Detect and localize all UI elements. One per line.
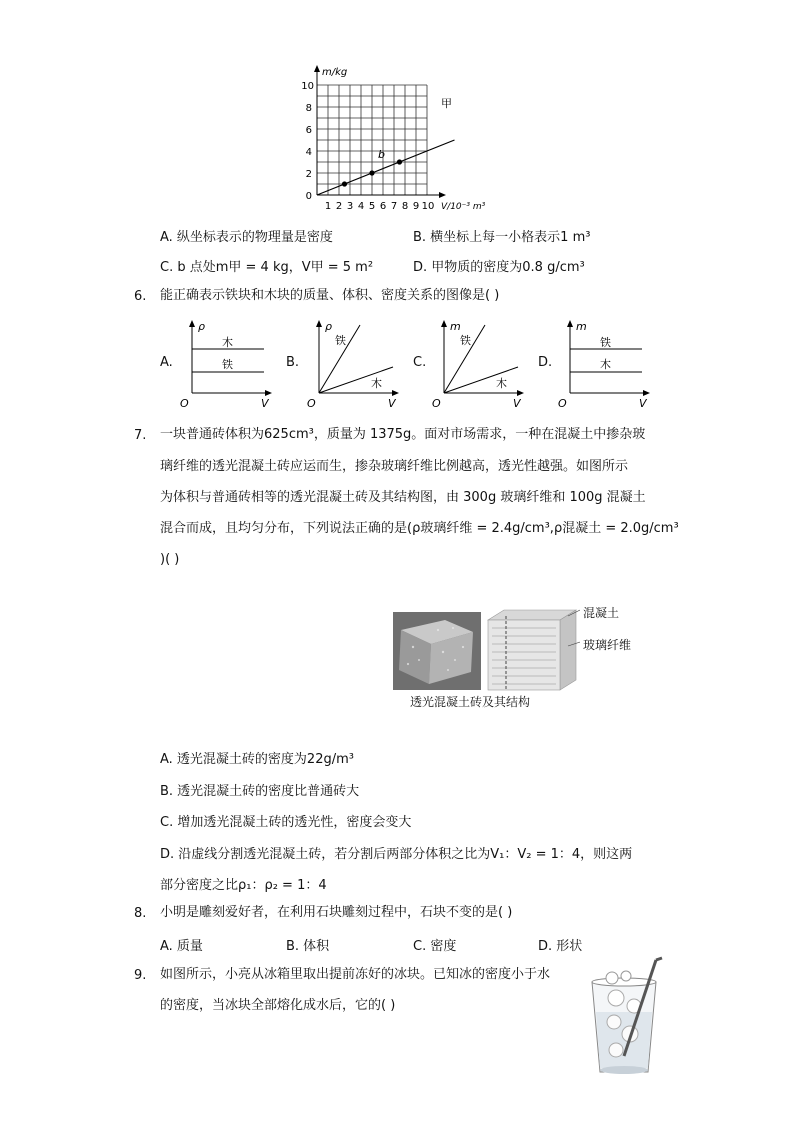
arrow bbox=[316, 320, 322, 327]
origin: O bbox=[432, 397, 441, 409]
x-tick: 1 bbox=[324, 201, 332, 212]
arrow bbox=[189, 320, 195, 327]
q7-figure-caption: 透光混凝土砖及其结构 bbox=[410, 695, 531, 709]
q8-option-b: B. 体积 bbox=[286, 939, 330, 954]
origin: O bbox=[180, 397, 189, 409]
q6-chart-b bbox=[305, 317, 405, 409]
x-axis-arrow bbox=[439, 192, 446, 198]
q8-option-d: D. 形状 bbox=[538, 939, 583, 954]
q7-option-d-line1: D. 沿虚线分割透光混凝土砖，若分割后两部分体积之比为V₁：V₂ = 1：4，则这两 bbox=[160, 847, 633, 862]
y-tick: 10 bbox=[301, 81, 314, 92]
origin: O bbox=[307, 397, 316, 409]
q8-option-c: C. 密度 bbox=[413, 939, 457, 954]
q5-option-c: C. b 点处m甲 = 4 kg，V甲 = 5 m² bbox=[160, 260, 374, 275]
y-tick: 4 bbox=[305, 147, 312, 158]
q7-text-line: )( ) bbox=[160, 552, 180, 567]
x-label: V bbox=[388, 397, 396, 409]
point-label-b: b bbox=[378, 148, 385, 161]
line-label: 木 bbox=[600, 358, 611, 371]
q7-option-a: A. 透光混凝土砖的密度为22g/m³ bbox=[160, 752, 354, 767]
x-label: V bbox=[261, 397, 269, 409]
q7-number: 7. bbox=[134, 428, 147, 443]
q6-option-a-letter: A. bbox=[160, 355, 173, 370]
q8-text: 小明是雕刻爱好者，在利用石块雕刻过程中，石块不变的是( ) bbox=[160, 905, 513, 920]
x-tick: 6 bbox=[379, 201, 387, 212]
x-axis-label: V/10⁻³ m³ bbox=[441, 202, 486, 212]
line-label: 铁 bbox=[335, 334, 346, 347]
q7-text-line: 一块普通砖体积为625cm³，质量为 1375g。面对市场需求，一种在混凝土中掺杂玻 bbox=[160, 427, 646, 442]
q5-option-a: A. 纵坐标表示的物理量是密度 bbox=[160, 230, 333, 245]
arrow bbox=[441, 320, 447, 327]
q7-text-line: 璃纤维的透光混凝土砖应运而生，掺杂玻璃纤维比例越高，透光性越强。如图所示 bbox=[160, 459, 629, 474]
q7-text-line: 为体积与普通砖相等的透光混凝土砖及其结构图，由 300g 玻璃纤维和 100g 混凝土 bbox=[160, 490, 646, 505]
mass-volume-graph bbox=[300, 60, 500, 215]
q6-option-b-letter: B. bbox=[286, 355, 300, 370]
x-tick: 4 bbox=[357, 201, 365, 212]
q7-label-fiber: 玻璃纤维 bbox=[583, 638, 632, 652]
arrow bbox=[517, 390, 524, 396]
y-tick: 6 bbox=[305, 125, 312, 136]
q8-number: 8. bbox=[134, 906, 147, 921]
line-label: 木 bbox=[371, 377, 382, 390]
q9-number: 9. bbox=[134, 968, 147, 983]
line-jia bbox=[317, 140, 455, 195]
q6-option-d-letter: D. bbox=[538, 355, 553, 370]
x-tick: 5 bbox=[368, 201, 376, 212]
arrow bbox=[567, 320, 573, 327]
y-axis-label: m/kg bbox=[322, 67, 348, 78]
q5-option-b: B. 横坐标上每一小格表示1 m³ bbox=[413, 230, 591, 245]
q6-chart-d bbox=[556, 317, 656, 409]
q9-text-line: 的密度，当冰块全部熔化成水后，它的( ) bbox=[160, 998, 396, 1013]
q6-text: 能正确表示铁块和木块的质量、体积、密度关系的图像是( ) bbox=[160, 288, 500, 303]
y-tick: 8 bbox=[305, 103, 312, 114]
q6-chart-a bbox=[178, 317, 278, 409]
line-label: 铁 bbox=[600, 336, 611, 349]
y-tick: 2 bbox=[305, 169, 312, 180]
y-label: m bbox=[450, 320, 461, 333]
y-tick: 0 bbox=[305, 191, 312, 202]
line-label: 铁 bbox=[460, 334, 471, 347]
arrow bbox=[643, 390, 650, 396]
y-label: ρ bbox=[325, 320, 332, 333]
x-label: V bbox=[639, 397, 647, 409]
q7-label-concrete: 混凝土 bbox=[583, 606, 620, 620]
q7-option-c: C. 增加透光混凝土砖的透光性，密度会变大 bbox=[160, 815, 412, 830]
y-label: m bbox=[576, 320, 587, 333]
q7-option-d-line2: 部分密度之比ρ₁：ρ₂ = 1：4 bbox=[160, 878, 327, 893]
x-tick: 9 bbox=[412, 201, 420, 212]
q7-text-line: 混合而成，且均匀分布，下列说法正确的是(ρ玻璃纤维 = 2.4g/cm³,ρ混凝土 = 2.0g/cm³ bbox=[160, 521, 679, 536]
y-axis-arrow bbox=[314, 65, 320, 72]
q7-figure-structure bbox=[484, 606, 580, 692]
q9-text-line: 如图所示，小亮从冰箱里取出提前冻好的冰块。已知冰的密度小于水 bbox=[160, 967, 551, 982]
x-tick: 10 bbox=[421, 201, 435, 212]
line-label: 铁 bbox=[222, 358, 233, 371]
y-label: ρ bbox=[198, 320, 205, 333]
q7-figure-brick-photo bbox=[393, 612, 481, 690]
line-label: 木 bbox=[222, 336, 233, 349]
line-label-jia: 甲 bbox=[441, 97, 452, 110]
q6-number: 6. bbox=[134, 289, 147, 304]
q6-option-c-letter: C. bbox=[413, 355, 427, 370]
x-tick: 7 bbox=[390, 201, 398, 212]
arrow bbox=[392, 390, 399, 396]
q9-ice-glass-image bbox=[586, 956, 664, 1076]
data-point bbox=[397, 159, 402, 164]
x-label: V bbox=[513, 397, 521, 409]
x-tick: 3 bbox=[346, 201, 354, 212]
q7-option-b: B. 透光混凝土砖的密度比普通砖大 bbox=[160, 784, 360, 799]
data-point bbox=[342, 181, 347, 186]
data-point-b bbox=[369, 170, 374, 175]
line-label: 木 bbox=[496, 377, 507, 390]
q5-option-d: D. 甲物质的密度为0.8 g/cm³ bbox=[413, 260, 585, 275]
origin: O bbox=[558, 397, 567, 409]
arrow bbox=[265, 390, 272, 396]
q8-option-a: A. 质量 bbox=[160, 939, 203, 954]
q6-chart-c bbox=[430, 317, 530, 409]
x-tick: 8 bbox=[401, 201, 409, 212]
x-tick: 2 bbox=[335, 201, 343, 212]
graph-grid bbox=[317, 85, 427, 195]
